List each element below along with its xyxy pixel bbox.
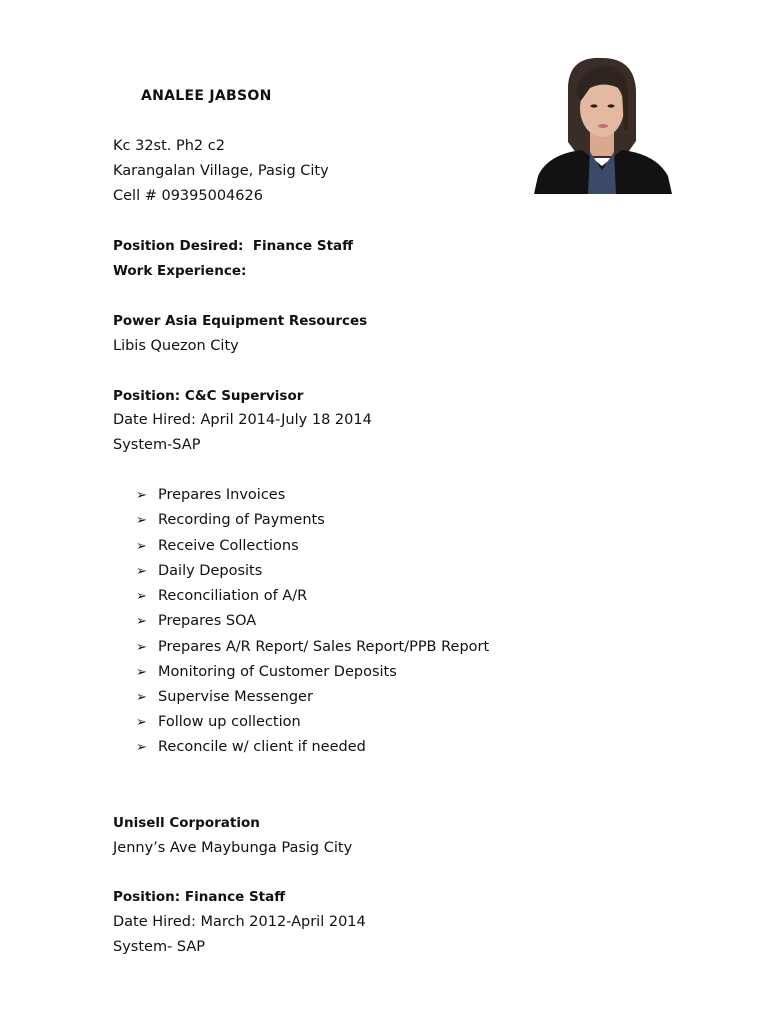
address-line-1: Kc 32st. Ph2 c2 [113, 138, 225, 154]
profile-photo [532, 46, 673, 194]
duty-text: Recording of Payments [158, 512, 325, 528]
arrowhead-bullet-icon: ➢ [136, 589, 147, 604]
job1-date-label: Date Hired: [113, 412, 196, 428]
duty-item [136, 587, 307, 606]
duty-item [136, 537, 299, 556]
portrait-illustration [532, 46, 673, 194]
duty-item [136, 688, 313, 707]
duty-text: Monitoring of Customer Deposits [158, 664, 397, 680]
job2-date-hired [113, 913, 366, 931]
duty-text: Prepares A/R Report/ Sales Report/PPB Report [158, 639, 490, 655]
arrowhead-bullet-icon: ➢ [136, 488, 147, 503]
job1-date-hired [113, 411, 372, 429]
job2-date-label: Date Hired: [113, 914, 196, 930]
duty-text: Reconciliation of A/R [158, 588, 308, 604]
duty-text: Supervise Messenger [158, 689, 313, 705]
applicant-name: ANALEE JABSON [141, 88, 272, 104]
job2-position [113, 888, 285, 906]
duty-text: Prepares SOA [158, 613, 257, 629]
duty-item [136, 612, 256, 631]
job1-company: Power Asia Equipment Resources [113, 313, 368, 329]
work-experience-heading: Work Experience: [113, 263, 247, 279]
duty-item [136, 663, 397, 682]
duty-item [136, 511, 325, 530]
duty-item [136, 638, 489, 657]
job1-position-value: C&C Supervisor [184, 388, 304, 404]
position-desired-label: Position Desired: [113, 238, 244, 254]
job1-date-value: April 2014-July 18 2014 [200, 412, 372, 428]
duty-item [136, 738, 366, 757]
address-line-2: Karangalan Village, Pasig City [113, 163, 329, 179]
job1-position [113, 387, 303, 405]
duty-text: Receive Collections [158, 538, 299, 554]
arrowhead-bullet-icon: ➢ [136, 539, 147, 554]
cell-number: Cell # 09395004626 [113, 188, 263, 204]
job2-location: Jenny’s Ave Maybunga Pasig City [113, 840, 353, 856]
arrowhead-bullet-icon: ➢ [136, 564, 147, 579]
job1-location: Libis Quezon City [113, 338, 239, 354]
duty-text: Reconcile w/ client if needed [158, 739, 366, 755]
duty-text: Follow up collection [158, 714, 301, 730]
job2-company: Unisell Corporation [113, 815, 260, 831]
arrowhead-bullet-icon: ➢ [136, 715, 147, 730]
arrowhead-bullet-icon: ➢ [136, 640, 147, 655]
duty-item [136, 713, 301, 732]
job2-position-value: Finance Staff [184, 889, 286, 905]
job2-date-value: March 2012-April 2014 [200, 914, 366, 930]
duty-text: Prepares Invoices [158, 487, 286, 503]
duty-item [136, 562, 262, 581]
arrowhead-bullet-icon: ➢ [136, 513, 147, 528]
duty-item [136, 486, 285, 505]
job1-position-label: Position: [113, 388, 181, 404]
job2-system: System- SAP [113, 939, 206, 955]
position-desired-value: Finance Staff [252, 238, 354, 254]
duty-text: Daily Deposits [158, 563, 263, 579]
position-desired [113, 237, 353, 255]
arrowhead-bullet-icon: ➢ [136, 614, 147, 629]
job2-position-label: Position: [113, 889, 181, 905]
arrowhead-bullet-icon: ➢ [136, 690, 147, 705]
arrowhead-bullet-icon: ➢ [136, 665, 147, 680]
arrowhead-bullet-icon: ➢ [136, 740, 147, 755]
job1-system: System-SAP [113, 437, 201, 453]
